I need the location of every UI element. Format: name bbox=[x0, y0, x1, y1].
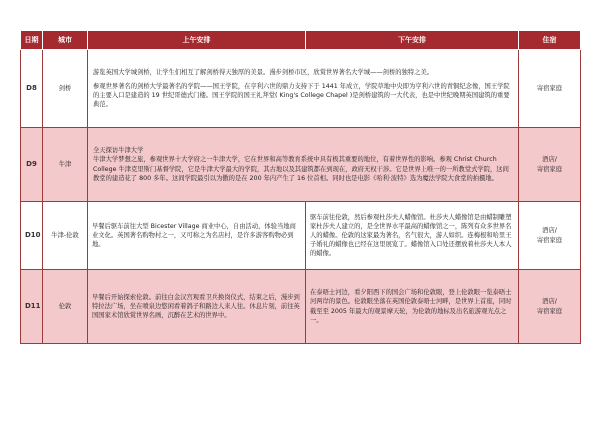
hotel-text: 寄宿家庭 bbox=[536, 236, 563, 244]
header-row bbox=[21, 31, 581, 50]
schedule-cell bbox=[88, 128, 519, 202]
table-row bbox=[21, 202, 581, 270]
hotel-cell bbox=[519, 128, 581, 202]
afternoon-cell: 驱车前往伦敦，然后参观杜莎夫人蜡像馆。杜莎夫人蜡像馆是由蜡制雕塑家杜莎夫人建立的，是全世界水平最高的蜡像馆之一，陈列有众多世界名人的蜡像。伦敦的这家最为著名，名气很大，游人如织。连梅根和哈里王子婚礼的蜡像也已经在这里展览了。蜡像馆入口处还摆放着杜莎夫人本人的蜡像。 bbox=[306, 202, 519, 270]
header-morning: 上午安排 bbox=[88, 31, 306, 50]
hotel-text: 酒店/ bbox=[542, 298, 557, 306]
header-afternoon: 下午安排 bbox=[306, 31, 519, 50]
morning-cell: 早餐后开始探索伦敦。前往白金汉宫观看卫兵换岗仪式，结束之后，漫步到特拉法广场，坐在喷泉边悠闲看着鸽子和路边人来人往。休息片刻，前往英国国家术馆欣赏世界名画，沉醉在艺术的世界中。 bbox=[88, 270, 306, 344]
header-city: 城市 bbox=[43, 31, 88, 50]
schedule-cell bbox=[88, 50, 519, 128]
day-cell: D9 bbox=[21, 128, 43, 202]
schedule-line: 全天探访牛津大学 bbox=[93, 147, 144, 155]
schedule-line: 牛津大学梦想之旅，参观世界十大学府之一牛津大学，它在世界和高等教育系统中具有极其重要的地位，有着世界性的影响。参观 Christ Church College 牛津克里斯门基督学院，它是牛津大学最大的学院，其古地以及其建筑都在到现在，政府无权干涉。它是世界上唯一的一所教堂式学院，这间教堂的建造花了 800 多年。这间学院最引以为傲的是在 200 年内产生了 16 位首相。同时也是电影《哈利·波特》选为魔法学院大食堂的拍摄地。 bbox=[93, 156, 509, 182]
table-row bbox=[21, 50, 581, 128]
hotel-text: 酒店/ bbox=[542, 227, 557, 235]
day-cell: D11 bbox=[21, 270, 43, 344]
city-cell: 牛津-伦敦 bbox=[43, 202, 88, 270]
header-lodging: 住宿 bbox=[519, 31, 581, 50]
table-row bbox=[21, 270, 581, 344]
schedule-line: 参观世界著名的剑桥大学最著名的学院——国王学院，在亨利六世的鼎力支持下于 1441 年成立，学院草地中央即为亨利六世的青铜纪念像，国王学院的主要入口是建造的 19 世纪哥德式门楼。国王学院的国王礼拜堂( King's College Chapel )是剑桥建筑的一大代表，也是中世纪晚期英国建筑的重要典范。 bbox=[93, 82, 510, 109]
table-row bbox=[21, 128, 581, 202]
afternoon-cell: 在泰晤士河边，看夕阳西下的国会广场和伦敦眼，登上伦敦眼一览泰晤士河两岸的景色。伦敦眼坐落在英国伦敦泰晤士河畔，是世界上首座，同时截至至 2005 年最大的观景摩天轮，为伦敦的地标及出名旅游观光点之一。 bbox=[306, 270, 519, 344]
itinerary-table bbox=[20, 30, 581, 344]
city-cell: 伦敦 bbox=[43, 270, 88, 344]
schedule-line: 游览英国大学城剑桥，让学生们相互了解剑桥得天独厚的美景。漫步剑桥市区，欣赏世界著名大学城——剑桥的独特之美。 bbox=[93, 68, 434, 76]
hotel-cell bbox=[519, 202, 581, 270]
hotel-text: 酒店/ bbox=[542, 156, 557, 164]
hotel-text: 寄宿家庭 bbox=[536, 84, 563, 92]
hotel-cell bbox=[519, 50, 581, 128]
hotel-cell bbox=[519, 270, 581, 344]
hotel-text: 寄宿家庭 bbox=[536, 307, 563, 315]
header-date: 日期 bbox=[21, 31, 43, 50]
city-cell: 剑桥 bbox=[43, 50, 88, 128]
city-cell: 牛津 bbox=[43, 128, 88, 202]
day-cell: D8 bbox=[21, 50, 43, 128]
hotel-text: 寄宿家庭 bbox=[536, 165, 563, 173]
day-cell: D10 bbox=[21, 202, 43, 270]
morning-cell: 早餐后驱车前往大型 Bicester Village 商业中心，自由活动，体验当地商业文化。英国著名购物村之一，又可称之为名店村，是许多游客购物必到地。 bbox=[88, 202, 306, 270]
